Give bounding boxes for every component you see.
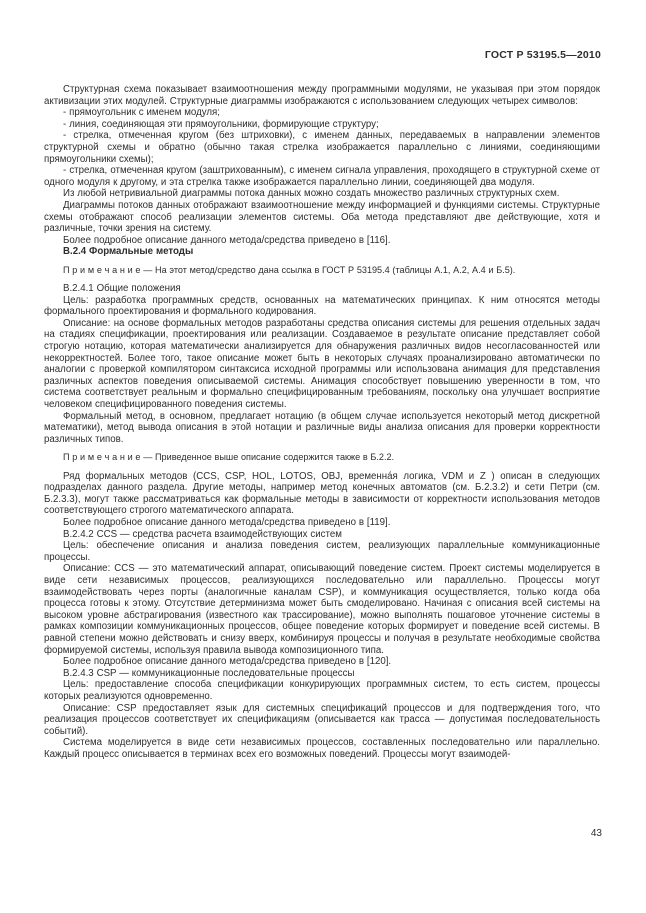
paragraph: Цель: предоставление способа спецификации конкурирующих программных систем, то есть систем, процессы которых реализуются одновременно.	[44, 679, 600, 702]
page-header	[44, 49, 601, 61]
list-item: - линия, соединяющая эти прямоугольники, формирующие структуру;	[63, 118, 379, 130]
list-item: - стрелка, отмеченная кругом (без штриховки), с именем данных, передаваемых в направлении элементов структурной схемы и обратно (обычно такая стрелка изображается параллельно с линиями, соединяющими прямоугольники схемы);	[44, 130, 600, 165]
page-footer	[44, 828, 602, 839]
paragraph: Более подробное описание данного метода/средства приведено в [116].	[63, 234, 391, 246]
paragraph: Система моделируется в виде сети независимых процессов, составленных последовательно или параллельно. Каждый процесс описывается в терминах всех его возможных поведений. Процессы могут взаимодей-	[44, 737, 600, 760]
paragraph: Описание: CCS — это математический аппарат, описывающий поведение систем. Проект системы моделируется в виде сети независимых процессов, реализующихся последовательно или параллельно. Процессы могут взаимодействовать через порты (аналогичные каналам CSP), и коммуникация осуществляется, только когда оба процесса готовы к этому. Отсутствие детерминизма может быть смоделировано. Начиная с описания всей системы на высоком уровне абстрагирования (известного как трассирование), можно выполнять пошаговое уточнение системы в рамках композиции коммуникационных процессов, общее поведение которых формирует и поведение всей системы. В равной степени можно действовать и снизу вверх, комбинируя процессы и получая в результате необходимые свойства формируемой системы, используя правила вывода композиционного типа.	[44, 563, 600, 656]
paragraph: В.2.4.3 CSP — коммуникационные последовательные процессы	[63, 667, 355, 679]
section-heading: В.2.4 Формальные методы	[63, 246, 194, 258]
page-number: 43	[590, 828, 602, 839]
paragraph: В.2.4.1 Общие положения	[63, 283, 181, 295]
paragraph: Ряд формальных методов (CCS, CSP, HOL, LOTOS, OBJ, временна́я логика, VDM и Z ) описан в следующих подразделах данного раздела. Другие методы, например метод конечных автоматов (см. Б.2.3.2) и сети Петри (см. Б.2.3.3), могут также рассматриваться как формальные методы в зависимости от корректности использования методов соответствующего строгого математического аппарата.	[44, 470, 600, 517]
paragraph: Более подробное описание данного метода/средства приведено в [119].	[63, 517, 391, 528]
paragraph: Формальный метод, в основном, предлагает нотацию (в общем случае используется некоторый метод дискретной математики), метод вывода описания в этой нотации и различные виды анализа описания для проверки корректности различных типов.	[44, 410, 600, 445]
standard-code: ГОСТ Р 53195.5—2010	[484, 49, 601, 61]
paragraph: Более подробное описание данного метода/средства приведено в [120].	[63, 656, 392, 668]
list-item: - прямоугольник с именем модуля;	[63, 107, 220, 119]
paragraph: Описание: на основе формальных методов разработаны средства описания системы для решения отдельных задач на стадиях спецификации, проектирования или реализации. Создаваемое в результате описание представляет собой строгую нотацию, которая математически анализируется для обнаружения различных видов несогласованностей или некорректностей. Более того, такое описание может быть в некоторых случаях проанализировано автоматически по аналогии с проверкой компилятором синтаксиса исходной программы или использована анимация для представления различных аспектов поведения описываемой системы. Анимация способствует повышению уверенности в том, что система соответствует реальным и формально специфицированным требованиям, поскольку она улучшает восприятие человеком специфицированного поведения системы.	[44, 317, 600, 411]
note-paragraph: П р и м е ч а н и е — На этот метод/средство дана ссылка в ГОСТ Р 53195.4 (таблицы А.1, А.2, А.4 и Б.5).	[63, 264, 516, 275]
paragraph: В.2.4.2 CCS — средства расчета взаимодействующих систем	[63, 528, 342, 540]
paragraph: Цель: обеспечение описания и анализа поведения систем, реализующих параллельные коммуникационные процессы.	[44, 540, 600, 563]
paragraph: Цель: разработка программных средств, основанных на математических принципах. К ним относятся методы формального проектирования и формального кодирования.	[44, 294, 600, 318]
paragraph: Описание: CSP предоставляет язык для системных спецификаций процессов и для подтверждения того, что реализация процессов соответствует их спецификациям (описывается как трасса — допустимая последовательность событий).	[44, 702, 600, 737]
document-body	[44, 84, 600, 760]
paragraph: Структурная схема показывает взаимоотношения между программными модулями, не указывая при этом порядок активизации этих модулей. Структурные диаграммы изображаются с использованием следующих четырех символов:	[44, 84, 600, 107]
paragraph: Диаграммы потоков данных отображают взаимоотношение между информацией и функциями системы. Структурные схемы отображают способ реализации элементов системы. Оба метода представляют две действующие, хотя и различные, точки зрения на систему.	[44, 199, 600, 235]
list-item: - стрелка, отмеченная кругом (заштрихованным), с именем сигнала управления, проходящего в структурной схеме от одного модуля к другому, и эта стрелка также изображается параллельно линии, соединяющей два модуля.	[44, 165, 600, 188]
note-paragraph: П р и м е ч а н и е — Приведенное выше описание содержится также в Б.2.2.	[63, 452, 395, 463]
paragraph: Из любой нетривиальной диаграммы потока данных можно создать множество различных структурных схем.	[63, 188, 560, 200]
